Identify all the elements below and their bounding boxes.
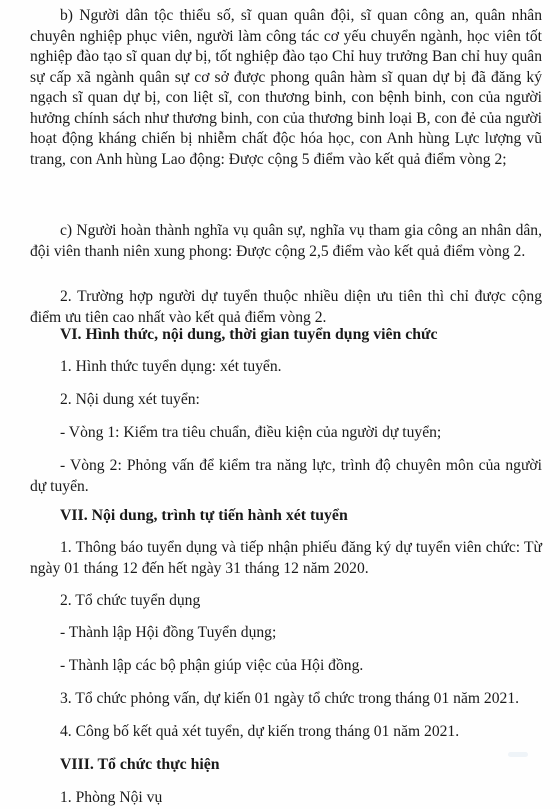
section-vii-item-4: 4. Công bố kết quả xét tuyển, dự kiến trong tháng 01 năm 2021.: [60, 723, 460, 740]
section-vii-item-3: 3. Tổ chức phỏng vấn, dự kiến 01 ngày tổ chức trong tháng 01 năm 2021.: [60, 690, 520, 707]
section-vii-item-2: 2. Tổ chức tuyển dụng: [60, 592, 201, 609]
section-vii-item-2b: - Thành lập các bộ phận giúp việc của Hội đồng.: [60, 657, 364, 674]
section-vi-round-1: - Vòng 1: Kiểm tra tiêu chuẩn, điều kiện của người dự tuyển;: [60, 424, 442, 441]
section-vii-item-2a: - Thành lập Hội đồng Tuyển dụng;: [60, 624, 277, 641]
section-viii-heading: VIII. Tổ chức thực hiện: [60, 756, 220, 773]
section-vii-item-1: 1. Thông báo tuyển dụng và tiếp nhận phiếu đăng ký dự tuyển viên chức: Từ ngày 01 tháng 12 đến hết ngày 31 tháng 12 năm 2020.: [30, 539, 542, 577]
section-vi-item-1: 1. Hình thức tuyển dụng: xét tuyển.: [60, 358, 282, 375]
section-vi-round-2: - Vòng 2: Phỏng vấn để kiểm tra năng lực, trình độ chuyên môn của người dự tuyển.: [30, 457, 542, 495]
section-vii-heading: VII. Nội dung, trình tự tiến hành xét tuyển: [60, 507, 348, 524]
priority-clause-c: c) Người hoàn thành nghĩa vụ quân sự, nghĩa vụ tham gia công an nhân dân, đội viên thanh niên xung phong: Được cộng 2,5 điểm vào kết quả điểm vòng 2.: [30, 222, 542, 260]
priority-clause-2: 2. Trường hợp người dự tuyển thuộc nhiều diện ưu tiên thì chỉ được cộng điểm ưu tiên cao nhất vào kết quả điểm vòng 2.: [30, 288, 542, 326]
scan-blemish: [508, 752, 528, 757]
priority-clause-b: b) Người dân tộc thiểu số, sĩ quan quân đội, sĩ quan công an, quân nhân chuyên nghiệp phục viên, người làm công tác cơ yếu chuyển ngành, học viên tốt nghiệp đào tạo sĩ quan dự bị, tốt nghiệp đào tạo Chỉ huy trưởng Ban chỉ huy quân sự cấp xã ngành quân sự cơ sở được phong quân hàm sĩ quan dự bị đã đăng ký ngạch sĩ quan dự bị, con liệt sĩ, con thương binh, con bệnh binh, con của người hưởng chính sách như thương binh, con của thương binh loại B, con đẻ của người hoạt động kháng chiến bị nhiễm chất độc hóa học, con Anh hùng Lực lượng vũ trang, con Anh hùng Lao động: Được cộng 5 điểm vào kết quả điểm vòng 2;: [30, 7, 542, 168]
section-viii-item-1: 1. Phòng Nội vụ: [60, 789, 163, 806]
section-vi-heading: VI. Hình thức, nội dung, thời gian tuyển dụng viên chức: [60, 326, 438, 343]
section-vi-item-2: 2. Nội dung xét tuyển:: [60, 391, 200, 408]
